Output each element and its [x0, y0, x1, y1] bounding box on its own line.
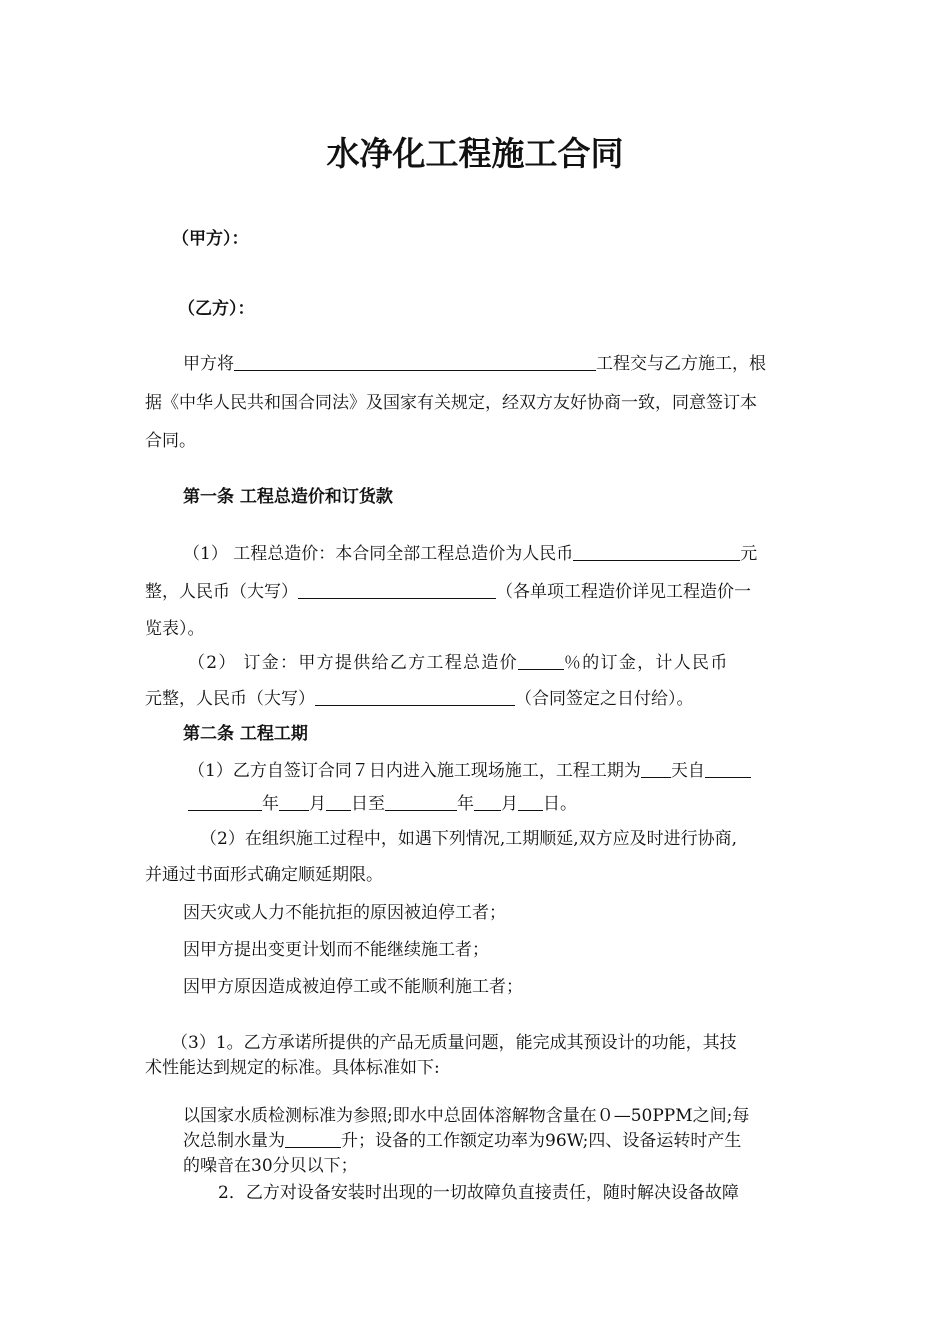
quality-text: 次总制水量为 [183, 1131, 285, 1151]
article-1-p2-line-1 [188, 652, 729, 674]
article-1-text: （2） 订金：甲方提供给乙方工程总造价 [188, 653, 518, 673]
article-1-p1-line-2 [145, 581, 751, 603]
delay-condition-3: 因甲方原因造成被迫停工或不能顺利施工者； [183, 977, 523, 997]
quality-standard-line-1: 以国家水质检测标准为参照;即水中总固体溶解物含量在０—50PPM之间;每 [183, 1106, 750, 1126]
intro-text: 工程交与乙方施工，根 [596, 354, 766, 374]
article-1-text: 整，人民币（大写） [145, 582, 298, 602]
quality-line-1: （3）1。乙方承诺所提供的产品无质量问题，能完成其预设计的功能，其技 [171, 1033, 737, 1053]
delay-condition-1: 因天灾或人力不能抗拒的原因被迫停工者； [183, 903, 506, 923]
article-1-text: （1） 工程总造价：本合同全部工程总造价为人民币 [183, 544, 574, 564]
start-day-blank [326, 794, 351, 811]
end-year-blank [385, 794, 457, 811]
article-2-text: 天自 [670, 761, 705, 781]
deposit-percent-blank [518, 653, 564, 670]
article-2-text: （1）乙方自签订合同７日内进入施工现场施工，工程工期为 [188, 761, 641, 781]
quality-line-4: 2．乙方对设备安装时出现的一切故障负直接责任，随时解决设备故障 [218, 1183, 739, 1203]
start-year-blank-b [188, 794, 262, 811]
total-price-blank [573, 544, 740, 561]
article-1-text: 元 [740, 544, 758, 564]
intro-text: 甲方将 [183, 354, 234, 374]
article-2-heading: 第二条 工程工期 [183, 724, 308, 744]
party-a-label: （甲方）： [172, 229, 249, 249]
article-2-text: 月 [309, 794, 326, 814]
article-1-text: ％的订金，计人民币 [563, 653, 729, 673]
article-2-p2-line-1: （2）在组织施工过程中，如遇下列情况,工期顺延,双方应及时进行协商, [200, 829, 738, 849]
article-2-p1-line-2 [188, 793, 577, 815]
deposit-words-blank [315, 689, 515, 706]
start-month-blank [279, 794, 309, 811]
project-name-blank [234, 354, 596, 371]
article-1-p1-line-1 [183, 543, 757, 565]
quality-standard-line-3: 的噪音在30分贝以下； [183, 1156, 358, 1176]
article-2-text: 日。 [543, 794, 577, 814]
delay-condition-2: 因甲方提出变更计划而不能继续施工者； [183, 940, 489, 960]
article-2-text: 日至 [351, 794, 385, 814]
end-day-blank [518, 794, 543, 811]
article-1-p1-line-3: 览表）。 [145, 619, 205, 639]
article-2-text: 年 [262, 794, 279, 814]
period-days-blank [641, 761, 671, 778]
intro-line-1 [183, 353, 766, 375]
article-1-text: （各单项工程造价详见工程造价一 [496, 582, 751, 602]
intro-line-2: 据《中华人民共和国合同法》及国家有关规定，经双方友好协商一致，同意签订本 [145, 393, 757, 413]
article-2-text: 月 [501, 794, 518, 814]
article-1-p2-line-2 [145, 688, 694, 710]
article-2-text: 年 [457, 794, 474, 814]
article-1-heading: 第一条 工程总造价和订货款 [183, 487, 393, 507]
end-month-blank [474, 794, 501, 811]
page-title: 水净化工程施工合同 [326, 134, 624, 173]
intro-line-3: 合同。 [145, 431, 196, 451]
quality-standard-line-2 [183, 1130, 741, 1152]
article-1-text: 元整，人民币（大写） [145, 689, 315, 709]
article-2-p2-line-2: 并通过书面形式确定顺延期限。 [145, 865, 383, 885]
article-2-p1-line-1 [188, 760, 751, 782]
total-price-words-blank [298, 582, 496, 599]
party-b-label: （乙方）： [178, 299, 255, 319]
water-volume-blank [285, 1131, 341, 1148]
quality-line-2: 术性能达到规定的标准。具体标准如下: [145, 1058, 440, 1078]
start-year-blank-a [705, 761, 751, 778]
article-1-text: （合同签定之日付给）。 [515, 689, 694, 709]
quality-text: 升；设备的工作额定功率为96W;四、设备运转时产生 [341, 1131, 742, 1151]
